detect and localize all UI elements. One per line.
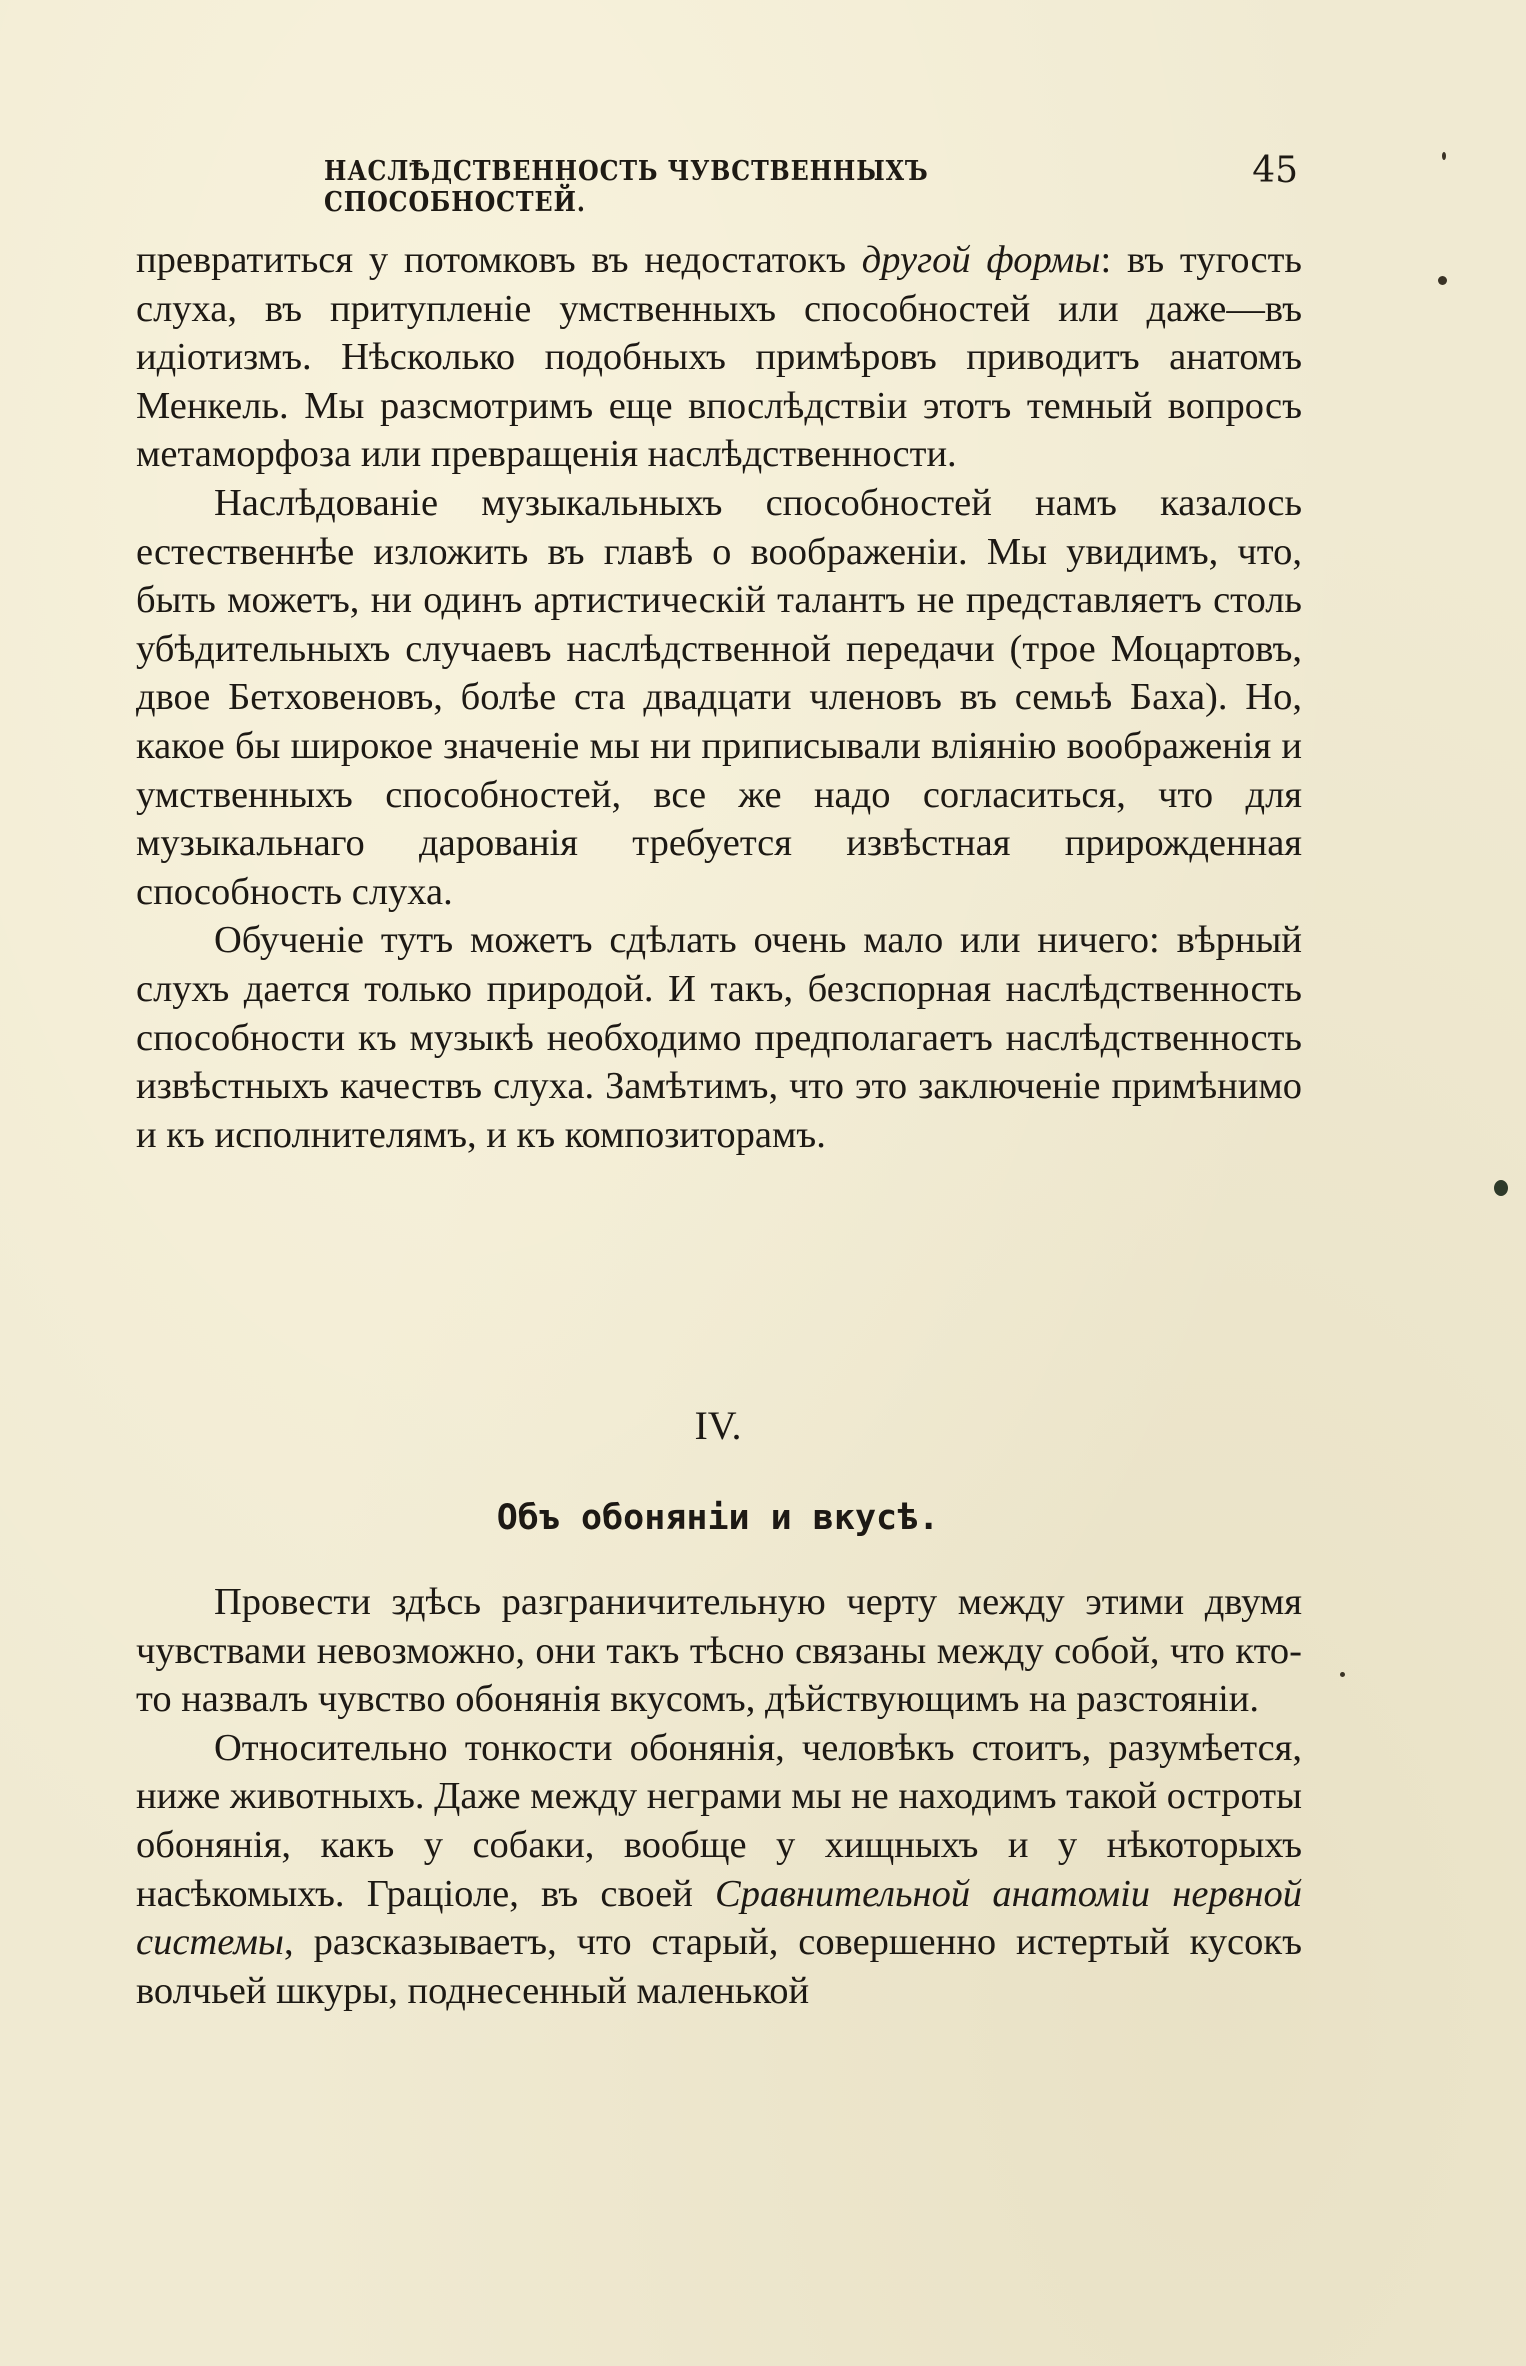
paragraph: Провести здѣсь разграничительную черту между этими двумя чувствами невозможно, они такъ тѣсно связаны между собой, что кто-то назвалъ чувство обонянія вкусомъ, дѣйствующимъ на разстояніи. [136, 1581, 1302, 1721]
paragraph: Наслѣдованіе музыкальныхъ способностей намъ казалось естественнѣе изложить въ главѣ о воображеніи. Мы увидимъ, что, быть можетъ, ни одинъ артистическій талантъ не представляетъ столь убѣдительныхъ случаевъ наслѣдственной передачи (трое Моцартовъ, двое Бетховеновъ, болѣе ста двадцати членовъ въ семьѣ Баха). Но, какое бы широкое значеніе мы ни приписывали вліянію воображенія и умственныхъ способностей, все же надо согласиться, что для музыкальнаго дарованія требуется извѣстная прирожденная способность слуха. [136, 481, 1302, 913]
italic-phrase: Сравнительной анатоміи нервной системы [136, 1872, 1302, 1964]
paragraph: Обученіе тутъ можетъ сдѣлать очень мало или ничего: вѣрный слухъ дается только природой. И такъ, безспорная наслѣдственность способности къ музыкѣ необходимо предполагаетъ наслѣдственность извѣстныхъ качествъ слуха. Замѣтимъ, что это заключеніе примѣнимо и къ исполнителямъ, и къ композиторамъ. [136, 919, 1302, 1156]
ink-speck [1340, 1672, 1345, 1677]
paragraph-text: превратиться у потомковъ въ недостатокъ [136, 239, 862, 281]
ink-speck [1442, 152, 1446, 160]
paragraph-text: : въ тугость слуха, въ притупленіе умственныхъ способностей или даже—въ идіотизмъ. Нѣсколько подобныхъ примѣровъ приводитъ анатомъ Менкель. Мы разсмотримъ еще впослѣдствіи этотъ темный вопросъ метаморфоза или превращенія наслѣдственности. [136, 239, 1302, 476]
chapter-number: IV. [694, 1403, 742, 1448]
text-block-top [136, 236, 1302, 1159]
paragraph [136, 236, 1302, 479]
text-block-bottom [136, 1578, 1302, 2015]
running-title: НАСЛѢДСТВЕННОСТЬ ЧУВСТВЕННЫХЪ СПОСОБНОСТЕЙ. [324, 156, 929, 218]
paragraph-text: Относительно тонкости обонянія, человѣкъ стоитъ, разумѣется, ниже животныхъ. Даже между неграми мы не находимъ такой остроты обонянія, какъ у собаки, вообще у хищныхъ и у нѣкоторыхъ насѣкомыхъ. Граціоле, въ своей [136, 1726, 1302, 1915]
page-number: 45 [1252, 150, 1298, 191]
ink-speck [1438, 276, 1447, 285]
chapter-title: Объ обоняніи и вкусѣ. [496, 1498, 940, 1538]
italic-phrase: другой формы [861, 239, 1101, 281]
running-head [138, 150, 1300, 218]
ink-speck [1494, 1180, 1508, 1196]
paragraph-text: , разсказываетъ, что старый, совершенно истертый кусокъ волчьей шкуры, поднесенный маленькой [136, 1921, 1302, 2012]
paragraph [136, 1724, 1302, 2016]
